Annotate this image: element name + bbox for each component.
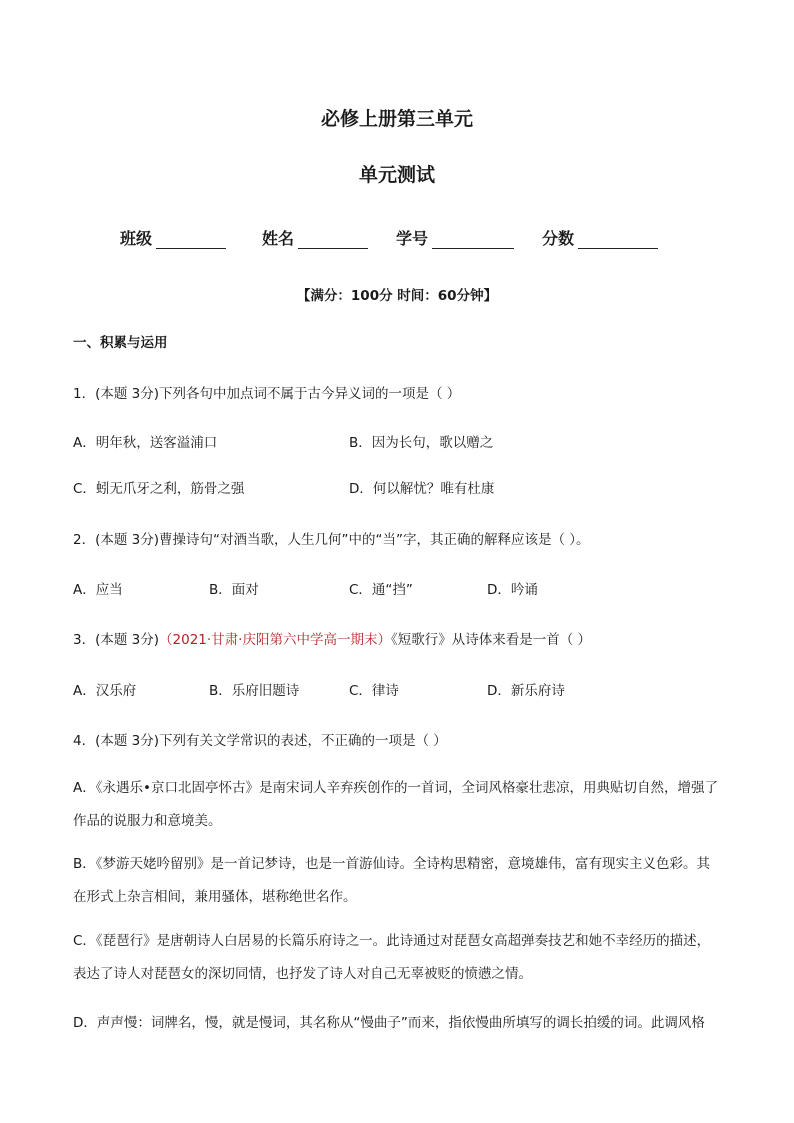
question-4-option-b[interactable]: B．《梦游天姥吟留别》是一首记梦诗，也是一首游仙诗。全诗构思精密，意境雄伟，富有现实主义色彩。其在形式上杂言相间，兼用骚体，堪称绝世名作。 [73,856,711,905]
score-blank[interactable] [578,232,658,249]
exam-meta: 【满分：100分 时间：60分钟】 [296,288,498,304]
question-1-stem: 1．(本题 3分)下列各句中加点词不属于古今异义词的一项是（ ） [73,386,461,402]
question-2-option-b[interactable]: B．面对 [209,582,259,598]
score-label: 分数 [542,229,575,248]
question-3-stem [73,628,591,648]
question-4-option-a[interactable]: A．《永遇乐•京口北固亭怀古》是南宋词人辛弃疾创作的一首词，全词风格豪壮悲凉，用典贴切自然，增强了作品的说服力和意境美。 [73,780,718,829]
class-label: 班级 [120,229,153,248]
id-field [396,226,514,249]
question-1-option-d[interactable]: D．何以解忧？唯有杜康 [349,481,495,497]
question-2-stem: 2．(本题 3分)曹操诗句“对酒当歌，人生几何”中的“当”字，其正确的解释应该是（ ）。 [73,532,590,548]
document-title: 必修上册第三单元 [320,108,473,130]
class-blank[interactable] [156,232,226,249]
question-3-option-b[interactable]: B．乐府旧题诗 [209,683,300,699]
question-4-option-d[interactable]: D．声声慢：词牌名，慢，就是慢词，其名称从“慢曲子”而来，指依慢曲所填写的调长拍缓的词。此调风格 [73,1015,705,1031]
question-2-option-c[interactable]: C．通“挡” [349,582,413,598]
name-blank[interactable] [298,232,368,249]
question-3-suffix: 《短歌行》从诗体来看是一首（ ） [390,632,592,648]
question-3-option-d[interactable]: D．新乐府诗 [487,683,565,699]
question-1-option-c[interactable]: C．蚓无爪牙之利，筋骨之强 [73,481,245,497]
question-4-option-c[interactable]: C．《琵琶行》是唐朝诗人白居易的长篇乐府诗之一。此诗通过对琵琶女高超弹奏技艺和她不幸经历的描述，表达了诗人对琵琶女的深切同情，也抒发了诗人对自己无辜被贬的愤懑之情。 [73,933,711,982]
question-3-prefix: 3．(本题 3分) [73,632,160,648]
question-3-option-a[interactable]: A．汉乐府 [73,683,137,699]
name-label: 姓名 [262,229,295,248]
class-field [120,226,226,249]
question-1-option-b[interactable]: B．因为长句，歌以赠之 [349,435,494,451]
score-field [542,226,658,249]
id-label: 学号 [396,229,429,248]
section-heading: 一、积累与运用 [73,335,168,351]
question-1-option-a[interactable]: A．明年秋，送客溢浦口 [73,435,218,451]
question-3-source: （2021·甘肃·庆阳第六中学高一期末） [159,632,391,648]
id-blank[interactable] [432,232,514,249]
name-field [262,226,368,249]
question-3-option-c[interactable]: C．律诗 [349,683,399,699]
question-2-option-a[interactable]: A．应当 [73,582,123,598]
question-4-stem: 4．(本题 3分)下列有关文学常识的表述，不正确的一项是（ ） [73,733,447,749]
question-2-option-d[interactable]: D．吟诵 [487,582,538,598]
document-subtitle: 单元测试 [358,164,435,186]
